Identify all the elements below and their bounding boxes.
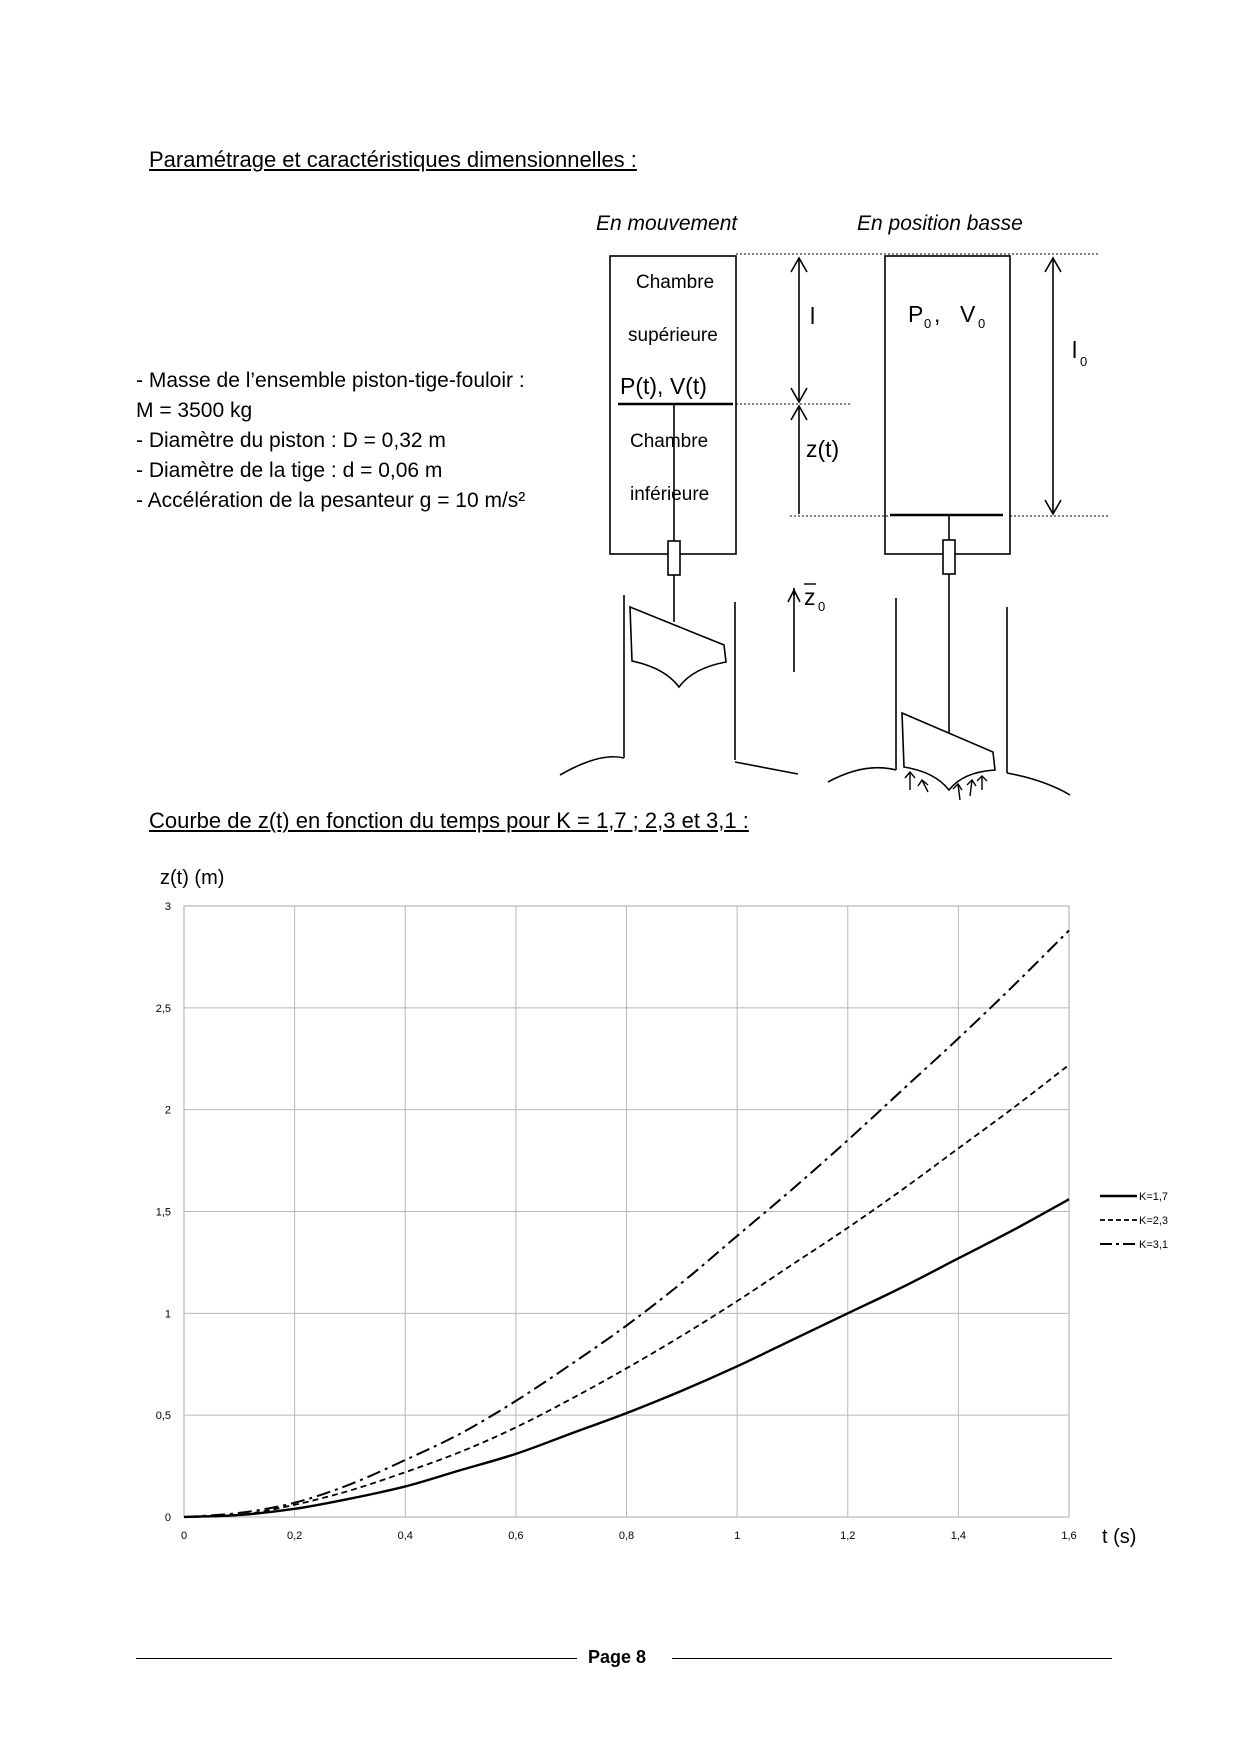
x-tick-label: 1: [734, 1530, 741, 1542]
label-chambre-sup-2: supérieure: [628, 325, 718, 346]
x-tick-label: 0,8: [618, 1530, 635, 1542]
chart-ticks: [156, 901, 1077, 1542]
label-p0: P: [908, 301, 924, 327]
section-title-parametrage: Paramétrage et caractéristiques dimensionnelles :: [149, 147, 637, 172]
x-tick-label: 1,4: [950, 1530, 967, 1542]
y-tick-label: 0: [164, 1512, 171, 1524]
fouloir-moving: [630, 607, 726, 687]
seal-moving: [668, 541, 680, 575]
x-tick-label: 0,2: [286, 1530, 303, 1542]
label-pv-t: P(t), V(t): [620, 373, 707, 399]
section-title-courbe: Courbe de z(t) en fonction du temps pour K = 1,7 ; 2,3 et 3,1 :: [149, 808, 749, 833]
svg-text:0: 0: [978, 316, 986, 331]
footer-rule-right: [672, 1658, 1112, 1659]
label-chambre-inf-1: Chambre: [630, 431, 709, 452]
y-tick-label: 2,5: [155, 1002, 171, 1015]
y-tick-label: 1: [164, 1308, 171, 1321]
piston-diagram: [0, 0, 1240, 800]
label-l0: l: [1072, 337, 1078, 363]
x-tick-label: 1,2: [840, 1530, 856, 1542]
param-line: M = 3500 kg: [136, 399, 253, 422]
legend-label: K=1,7: [1139, 1191, 1169, 1203]
y-tick-label: 3: [164, 901, 171, 913]
y-tick-label: 2: [164, 1104, 171, 1117]
label-en-position-basse: En position basse: [857, 212, 1023, 235]
chart-legend: [1100, 1191, 1168, 1251]
svg-text:0: 0: [818, 599, 826, 614]
param-line: - Diamètre de la tige : d = 0,06 m: [136, 459, 443, 482]
label-l: l: [810, 303, 816, 329]
label-z-t: z(t): [806, 436, 840, 462]
page-number: Page 8: [588, 1647, 647, 1667]
label-chambre-sup-1: Chambre: [636, 272, 715, 293]
seal-low: [943, 540, 955, 574]
svg-text:,: ,: [934, 301, 941, 327]
label-v0: V: [960, 301, 976, 327]
cylinder-low: [885, 256, 1010, 554]
label-chambre-inf-2: inférieure: [630, 484, 710, 505]
legend-label: K=2,3: [1139, 1215, 1169, 1227]
legend-label: K=3,1: [1139, 1239, 1169, 1251]
y-tick-label: 0,5: [155, 1410, 171, 1423]
label-en-mouvement: En mouvement: [596, 212, 738, 235]
x-tick-label: 0,4: [397, 1530, 413, 1542]
footer-rule-left: [136, 1658, 577, 1659]
param-line: - Masse de l’ensemble piston-tige-fouloir :: [136, 369, 525, 392]
svg-text:0: 0: [1080, 354, 1088, 369]
chart-grid: [184, 906, 1069, 1517]
x-tick-label: 0: [180, 1530, 188, 1542]
x-tick-label: 1,6: [1061, 1530, 1077, 1542]
y-tick-label: 1,5: [155, 1206, 171, 1219]
param-line: - Accélération de la pesanteur g = 10 m/s²: [136, 489, 526, 512]
svg-text:0: 0: [924, 316, 932, 331]
param-line: - Diamètre du piston : D = 0,32 m: [136, 429, 446, 452]
z-t-chart: [0, 850, 1240, 1570]
x-tick-label: 0,6: [508, 1530, 524, 1542]
y-axis-label: z(t) (m): [160, 867, 225, 889]
x-axis-label: t (s): [1102, 1526, 1137, 1548]
label-z0: z: [804, 584, 816, 610]
